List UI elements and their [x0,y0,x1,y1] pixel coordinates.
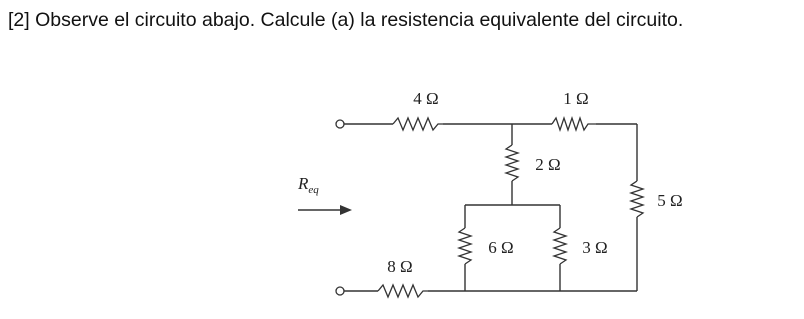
resistor-2-ohm [506,145,518,181]
label-5-ohm: 5 Ω [657,191,683,210]
question-text: [2] Observe el circuito abajo. Calcule (a) la resistencia equivalente del circuito. [8,9,684,31]
resistor-1-ohm [552,118,596,130]
req-symbol: R [298,174,309,193]
label-4-ohm: 4 Ω [413,89,439,108]
input-terminal-top [336,120,344,128]
resistor-5-ohm [631,181,643,217]
label-2-ohm: 2 Ω [535,155,561,174]
input-terminal-bottom [336,287,344,295]
req-label [297,174,319,196]
label-3-ohm: 3 Ω [582,238,608,257]
resistor-4-ohm [393,118,443,130]
label-8-ohm: 8 Ω [387,257,413,276]
label-1-ohm: 1 Ω [563,89,589,108]
req-subscript: eq [308,184,319,196]
resistor-3-ohm [554,228,566,264]
resistor-6-ohm [459,228,471,264]
label-6-ohm: 6 Ω [488,238,514,257]
arrow-right-icon [340,205,352,215]
resistor-8-ohm [378,285,428,297]
